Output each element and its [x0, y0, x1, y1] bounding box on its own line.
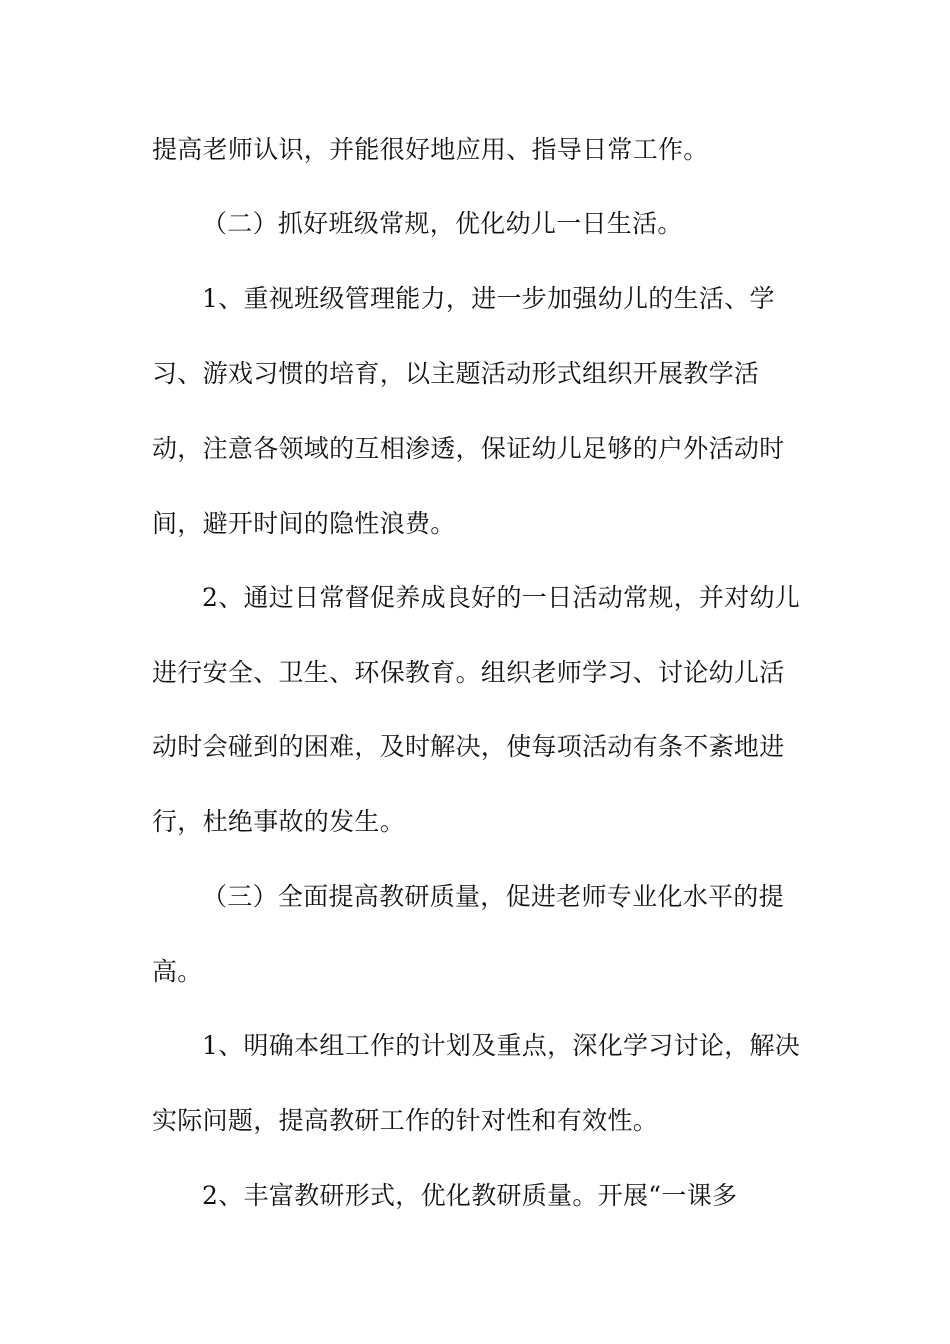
text-line: 2、通过日常督促养成良好的一日活动常规，并对幼儿 [202, 583, 801, 612]
text-line: 提高老师认识，并能很好地应用、指导日常工作。 [152, 135, 709, 164]
text-line: 高。 [152, 957, 203, 986]
text-line: 习、游戏习惯的培育，以主题活动形式组织开展教学活 [152, 359, 760, 388]
text-line: 1、明确本组工作的计划及重点，深化学习讨论，解决 [202, 1031, 801, 1060]
text-line: 动，注意各领域的互相渗透，保证幼儿足够的户外活动时 [152, 434, 785, 463]
text-line: 1、重视班级管理能力，进一步加强幼儿的生活、学 [202, 284, 775, 313]
text-line: 2、丰富教研形式，优化教研质量。开展“一课多 [202, 1181, 738, 1210]
text-line: 间，避开时间的隐性浪费。 [152, 509, 456, 538]
section-heading: （三）全面提高教研质量，促进老师专业化水平的提 [202, 882, 784, 911]
text-line: 动时会碰到的困难，及时解决，使每项活动有条不紊地进 [152, 732, 785, 761]
section-heading: （二）抓好班级常规，优化幼儿一日生活。 [202, 209, 683, 238]
text-line: 进行安全、卫生、环保教育。组织老师学习、讨论幼儿活 [152, 658, 785, 687]
text-line: 行，杜绝事故的发生。 [152, 807, 406, 836]
text-line: 实际问题，提高教研工作的针对性和有效性。 [152, 1106, 659, 1135]
